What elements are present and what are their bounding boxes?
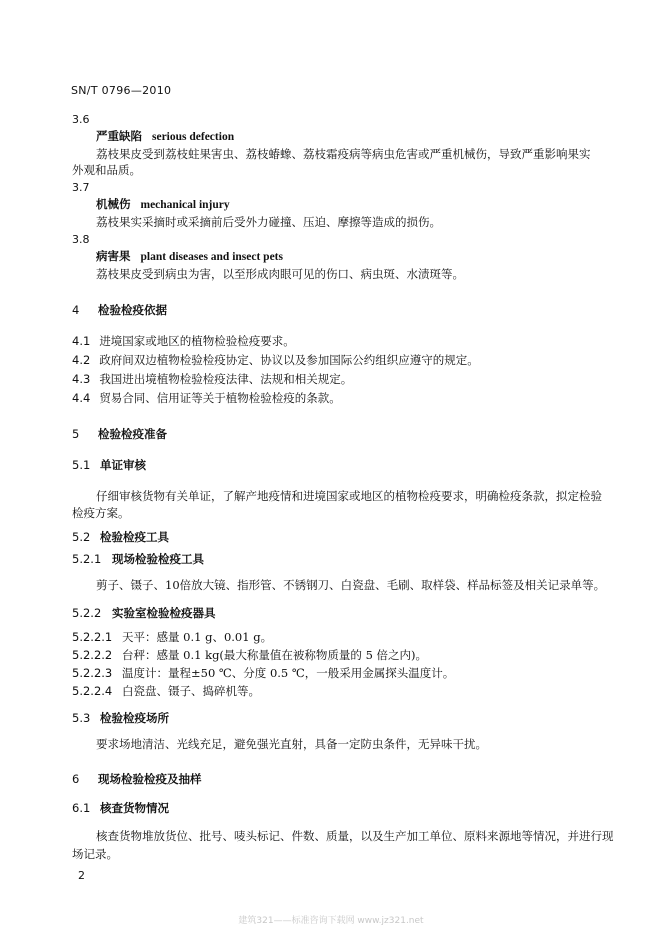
standard-number-header: SN/T 0796—2010 xyxy=(71,84,172,97)
term-description: 荔枝果实采摘时或采摘前后受外力碰撞、压迫、摩擦等造成的损伤。 xyxy=(96,215,441,229)
subsection-number: 6.1 xyxy=(72,801,91,815)
clause-number: 4.4 xyxy=(72,391,91,405)
subsection-title: 检验检疫场所 xyxy=(100,711,169,725)
section-number: 4 xyxy=(72,303,80,317)
clause-text: 政府间双边植物检验检疫协定、协议以及参加国际公约组织应遵守的规定。 xyxy=(99,353,479,367)
subsection-heading-5-1 xyxy=(72,458,146,472)
subsection-title: 核查货物情况 xyxy=(100,801,169,815)
term-description-cont: 外观和品质。 xyxy=(72,163,141,177)
subsection-heading-6-1 xyxy=(72,801,169,815)
clause-4-1 xyxy=(72,334,295,348)
page-number: 2 xyxy=(78,869,85,882)
subsection-number: 5.2.2 xyxy=(72,606,102,620)
subsection-number: 5.2.1 xyxy=(72,552,102,566)
item-text: 白瓷盘、镊子、捣碎机等。 xyxy=(122,684,260,698)
clause-number: 4.1 xyxy=(72,334,91,348)
paragraph: 剪子、镊子、10倍放大镜、指形管、不锈钢刀、白瓷盘、毛刷、取样袋、样品标签及相关记录单等。 xyxy=(96,578,606,592)
section-heading-4 xyxy=(72,303,167,317)
term-number: 3.6 xyxy=(72,113,90,126)
term-heading xyxy=(96,249,283,264)
paragraph: 核查货物堆放货位、批号、唛头标记、件数、质量，以及生产加工单位、原料来源地等情况，并进行现 xyxy=(96,829,614,843)
term-en: mechanical injury xyxy=(140,199,230,211)
term-number: 3.8 xyxy=(72,233,90,246)
clause-number: 4.2 xyxy=(72,353,91,367)
subsection-number: 5.3 xyxy=(72,711,91,725)
clause-text: 进境国家或地区的植物检验检疫要求。 xyxy=(99,334,295,348)
term-zh: 严重缺陷 xyxy=(96,129,142,143)
subsection-number: 5.2 xyxy=(72,530,91,544)
term-zh: 病害果 xyxy=(96,249,131,263)
subsection-heading-5-3 xyxy=(72,711,169,725)
subsection-number: 5.1 xyxy=(72,458,91,472)
term-description: 荔枝果皮受到荔枝蛀果害虫、荔枝蝽蟓、荔枝霜疫病等病虫危害或严重机械伤，导致严重影响果实 xyxy=(96,147,591,161)
section-title: 检验检疫准备 xyxy=(98,427,167,441)
tool-item xyxy=(72,630,272,644)
section-heading-6 xyxy=(72,772,202,786)
section-number: 6 xyxy=(72,772,80,786)
clause-number: 4.3 xyxy=(72,372,91,386)
item-number: 5.2.2.2 xyxy=(72,648,113,662)
clause-4-2 xyxy=(72,353,479,367)
term-en: plant diseases and insect pets xyxy=(140,251,283,263)
paragraph-cont: 检疫方案。 xyxy=(72,506,130,520)
section-heading-5 xyxy=(72,427,167,441)
section-title: 检验检疫依据 xyxy=(98,303,167,317)
clause-text: 贸易合同、信用证等关于植物检验检疫的条款。 xyxy=(99,391,341,405)
item-number: 5.2.2.1 xyxy=(72,630,113,644)
clause-4-3 xyxy=(72,372,352,386)
item-number: 5.2.2.3 xyxy=(72,666,113,680)
section-title: 现场检验检疫及抽样 xyxy=(98,772,202,786)
item-text: 天平：感量 0.1 g、0.01 g。 xyxy=(122,630,273,644)
paragraph-cont: 场记录。 xyxy=(72,847,118,861)
subsection-title: 单证审核 xyxy=(100,458,146,472)
subsection-title: 实验室检验检疫器具 xyxy=(112,606,216,620)
section-number: 5 xyxy=(72,427,80,441)
paragraph: 要求场地清洁、光线充足，避免强光直射，具备一定防虫条件，无异味干扰。 xyxy=(96,737,487,751)
tool-item xyxy=(72,648,427,662)
footer-watermark: 建筑321——标准咨询下载网 www.jz321.net xyxy=(238,916,424,926)
item-number: 5.2.2.4 xyxy=(72,684,113,698)
term-en: serious defection xyxy=(152,131,235,143)
clause-text: 我国进出境植物检验检疫法律、法规和相关规定。 xyxy=(99,372,353,386)
subsection-heading-5-2-1 xyxy=(72,552,204,566)
tool-item xyxy=(72,684,260,698)
term-number: 3.7 xyxy=(72,181,90,194)
subsection-heading-5-2 xyxy=(72,530,169,544)
subsection-title: 检验检疫工具 xyxy=(100,530,169,544)
term-heading xyxy=(96,129,234,144)
clause-4-4 xyxy=(72,391,341,405)
term-heading xyxy=(96,197,230,212)
subsection-heading-5-2-2 xyxy=(72,606,216,620)
tool-item xyxy=(72,666,454,680)
term-zh: 机械伤 xyxy=(96,197,131,211)
item-text: 温度计：量程±50 ℃、分度 0.5 ℃，一般采用金属探头温度计。 xyxy=(122,666,455,680)
item-text: 台秤：感量 0.1 kg(最大称量值在被称物质量的 5 倍之内)。 xyxy=(122,648,428,662)
paragraph: 仔细审核货物有关单证，了解产地疫情和进境国家或地区的植物检疫要求，明确检疫条款，拟定检验 xyxy=(96,489,602,503)
subsection-title: 现场检验检疫工具 xyxy=(112,552,204,566)
term-description: 荔枝果皮受到病虫为害，以至形成肉眼可见的伤口、病虫斑、水渍斑等。 xyxy=(96,267,464,281)
